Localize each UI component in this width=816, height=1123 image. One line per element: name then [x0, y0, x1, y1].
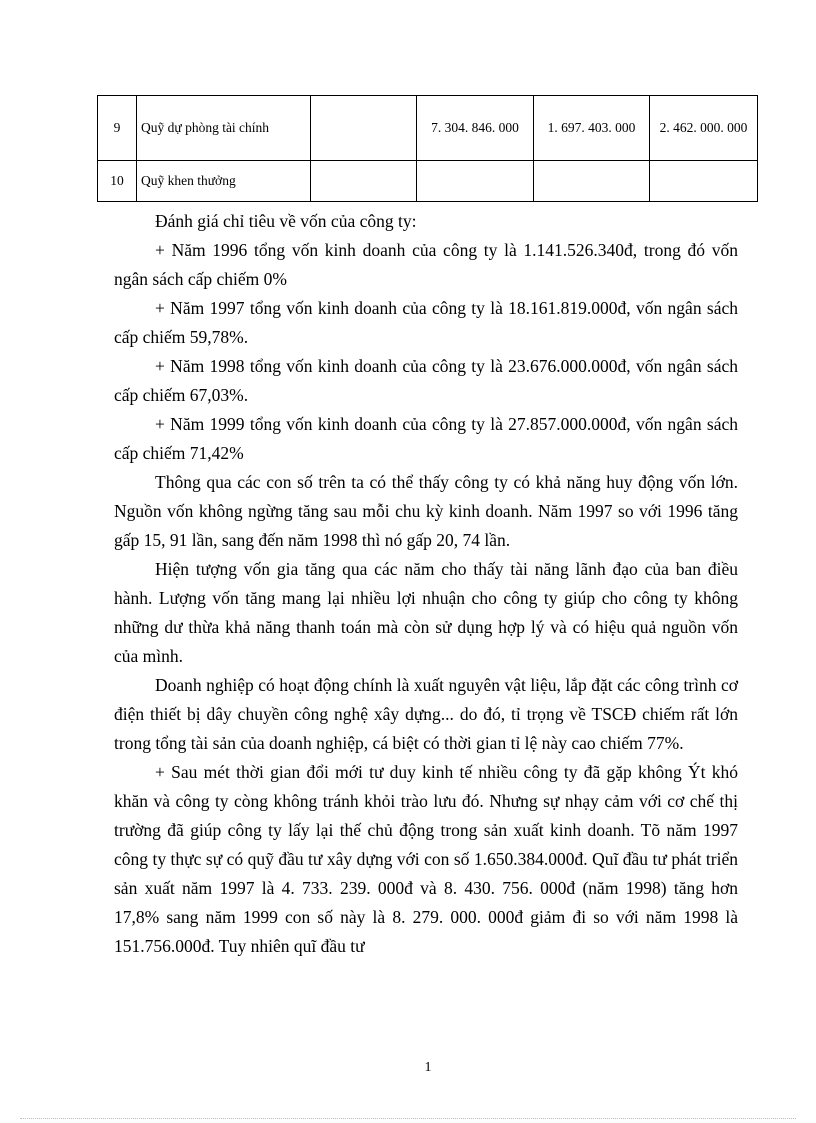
table-row — [98, 96, 758, 161]
value-1997 — [417, 161, 534, 202]
paragraph: + Sau mét thời gian đổi mới tư duy kinh tế nhiều công ty đã gặp không Ýt khó khăn và công ty còng không tránh khỏi trào lưu đó. Nhưng sự nhạy cảm với cơ chế thị trường đã giúp công ty lấy lại thế chủ động trong sản xuất kinh doanh. Tõ năm 1997 công ty thực sự có quỹ đầu tư xây dựng với con số 1.650.384.000đ. Quĩ đầu tư phát triển sản xuất năm 1997 là 4. 733. 239. 000đ và 8. 430. 756. 000đ (năm 1998) tăng hơn 17,8% sang năm 1999 con số này là 8. 279. 000. 000đ giảm đi so với năm 1998 là 151.756.000đ. Tuy nhiên quĩ đầu tư — [114, 762, 738, 956]
fund-name: Quỹ dự phòng tài chính — [137, 96, 311, 161]
paragraph: + Năm 1997 tổng vốn kinh doanh của công ty là 18.161.819.000đ, vốn ngân sách cấp chiếm 59,78%. — [114, 298, 738, 347]
paragraph: + Năm 1996 tổng vốn kinh doanh của công ty là 1.141.526.340đ, trong đó vốn ngân sách cấp chiếm 0% — [114, 240, 738, 289]
paragraph: Doanh nghiệp có hoạt động chính là xuất nguyên vật liệu, lắp đặt các công trình cơ điện thiết bị dây chuyền công nghệ xây dựng... do đó, tỉ trọng về TSCĐ chiếm rất lớn trong tổng tài sản của doanh nghiệp, cá biệt có thời gian tỉ lệ này cao chiếm 77%. — [114, 675, 738, 753]
page-border — [20, 1118, 796, 1119]
page-number: 1 — [424, 1060, 432, 1075]
value-1998 — [534, 161, 650, 202]
paragraph: Hiện tượng vốn gia tăng qua các năm cho thấy tài năng lãnh đạo của ban điều hành. Lượng vốn tăng mang lại nhiều lợi nhuận cho công ty giúp cho công ty không những dư thừa khả năng thanh toán mà còn sử dụng hợp lý và có hiệu quả nguồn vốn của mình. — [114, 559, 738, 666]
value-1997: 7. 304. 846. 000 — [417, 96, 534, 161]
paragraph: + Năm 1998 tổng vốn kinh doanh của công ty là 23.676.000.000đ, vốn ngân sách cấp chiếm 67,03%. — [114, 356, 738, 405]
value-1999: 2. 462. 000. 000 — [650, 96, 758, 161]
paragraph: Thông qua các con số trên ta có thể thấy công ty có khả năng huy động vốn lớn. Nguồn vốn không ngừng tăng sau mỗi chu kỳ kinh doanh. Năm 1997 so với 1996 tăng gấp 15, 91 lần, sang đến năm 1998 thì nó gấp 20, 74 lần. — [114, 472, 738, 550]
fund-name: Quỹ khen thưởng — [137, 161, 311, 202]
paragraph: + Năm 1999 tổng vốn kinh doanh của công ty là 27.857.000.000đ, vốn ngân sách cấp chiếm 71,42% — [114, 414, 738, 463]
value-1998: 1. 697. 403. 000 — [534, 96, 650, 161]
row-number: 10 — [98, 161, 137, 202]
row-number: 9 — [98, 96, 137, 161]
value-1999 — [650, 161, 758, 202]
table-cell — [311, 161, 417, 202]
table-row — [98, 161, 758, 202]
document-body — [114, 207, 738, 961]
table-cell — [311, 96, 417, 161]
fund-table — [97, 95, 758, 202]
section-heading: Đánh giá chỉ tiêu về vốn của công ty: — [155, 211, 417, 231]
